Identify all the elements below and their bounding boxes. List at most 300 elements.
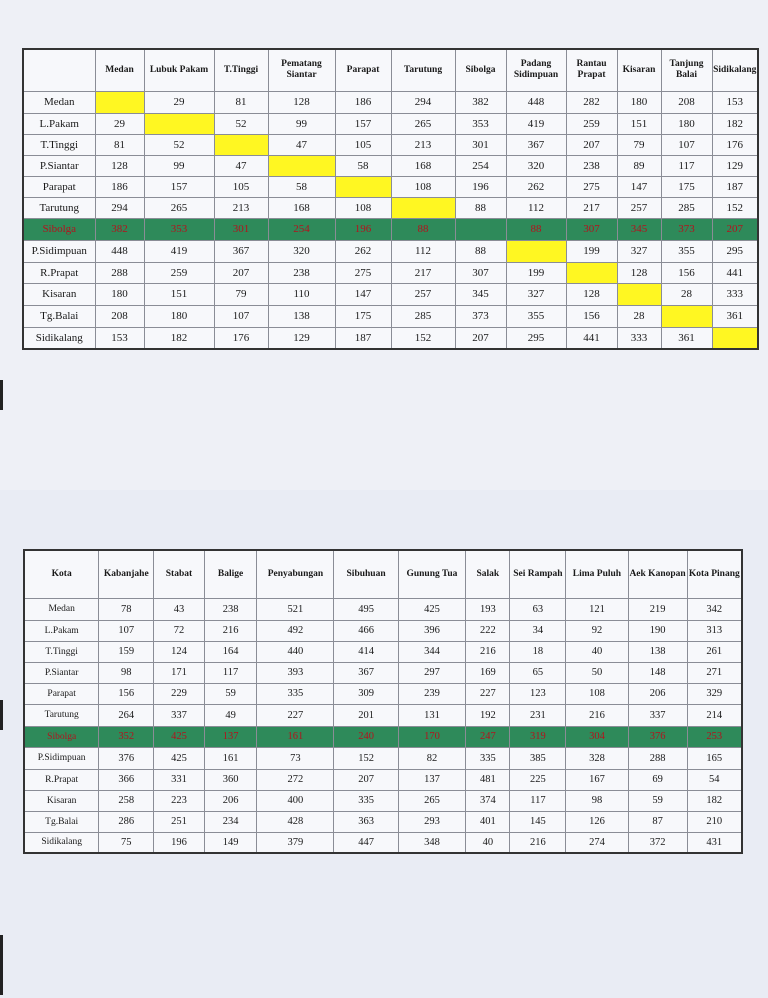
row-label: T.Tinggi (24, 641, 99, 662)
row-label: Sidikalang (23, 327, 95, 349)
value-cell: 265 (398, 790, 465, 811)
value-cell: 59 (628, 790, 687, 811)
table-row (23, 113, 758, 134)
diagonal-cell (144, 113, 214, 134)
value-cell: 152 (712, 197, 758, 218)
value-cell: 186 (95, 176, 144, 197)
value-cell: 335 (334, 790, 398, 811)
value-cell: 79 (617, 134, 661, 155)
column-header: T.Tinggi (214, 49, 268, 91)
value-cell: 257 (391, 283, 455, 305)
value-cell: 373 (455, 305, 506, 327)
value-cell: 239 (398, 683, 465, 704)
value-cell: 137 (398, 769, 465, 790)
value-cell: 328 (566, 747, 628, 769)
table-row (23, 197, 758, 218)
value-cell: 182 (687, 790, 742, 811)
value-cell: 73 (257, 747, 334, 769)
value-cell: 353 (144, 218, 214, 240)
row-label: Parapat (24, 683, 99, 704)
column-header: Kota (24, 550, 99, 598)
value-cell: 319 (510, 726, 566, 747)
value-cell: 229 (154, 683, 205, 704)
value-cell: 153 (712, 91, 758, 113)
value-cell: 265 (144, 197, 214, 218)
value-cell: 99 (268, 113, 335, 134)
table-row (24, 598, 742, 620)
value-cell: 208 (661, 91, 712, 113)
value-cell: 262 (506, 176, 566, 197)
value-cell: 301 (455, 134, 506, 155)
value-cell: 304 (566, 726, 628, 747)
value-cell: 344 (398, 641, 465, 662)
value-cell: 225 (510, 769, 566, 790)
column-header: Aek Kanopan (628, 550, 687, 598)
value-cell: 286 (99, 811, 154, 832)
table-row (24, 726, 742, 747)
table-row (24, 620, 742, 641)
value-cell: 149 (204, 832, 257, 853)
value-cell: 425 (154, 747, 205, 769)
value-cell: 145 (510, 811, 566, 832)
value-cell: 251 (154, 811, 205, 832)
value-cell: 231 (510, 704, 566, 726)
table-row (23, 283, 758, 305)
value-cell: 156 (99, 683, 154, 704)
value-cell: 105 (214, 176, 268, 197)
row-label: P.Siantar (23, 155, 95, 176)
value-cell: 29 (144, 91, 214, 113)
value-cell: 72 (154, 620, 205, 641)
value-cell: 108 (391, 176, 455, 197)
value-cell: 117 (661, 155, 712, 176)
column-header: Sibolga (455, 49, 506, 91)
table-row (24, 704, 742, 726)
value-cell: 81 (214, 91, 268, 113)
value-cell: 157 (335, 113, 391, 134)
value-cell: 288 (628, 747, 687, 769)
value-cell: 78 (99, 598, 154, 620)
column-header: Stabat (154, 550, 205, 598)
value-cell: 264 (99, 704, 154, 726)
row-label: P.Sidimpuan (23, 240, 95, 262)
table-row (24, 811, 742, 832)
value-cell: 88 (506, 218, 566, 240)
value-cell: 441 (712, 262, 758, 283)
value-cell: 129 (712, 155, 758, 176)
value-cell: 327 (617, 240, 661, 262)
value-cell: 374 (466, 790, 510, 811)
value-cell: 153 (95, 327, 144, 349)
value-cell: 176 (214, 327, 268, 349)
value-cell: 425 (154, 726, 205, 747)
value-cell: 98 (566, 790, 628, 811)
value-cell: 297 (398, 662, 465, 683)
column-header: Parapat (335, 49, 391, 91)
value-cell: 329 (687, 683, 742, 704)
value-cell: 379 (257, 832, 334, 853)
value-cell: 275 (335, 262, 391, 283)
column-header: Kabanjahe (99, 550, 154, 598)
table-row (23, 91, 758, 113)
diagonal-cell (712, 327, 758, 349)
value-cell: 175 (335, 305, 391, 327)
table-row (23, 134, 758, 155)
value-cell: 401 (466, 811, 510, 832)
value-cell: 227 (257, 704, 334, 726)
value-cell: 254 (455, 155, 506, 176)
column-header: Kota Pinang (687, 550, 742, 598)
value-cell: 214 (687, 704, 742, 726)
column-header: Pematang Siantar (268, 49, 335, 91)
row-label: R.Prapat (24, 769, 99, 790)
value-cell: 112 (506, 197, 566, 218)
value-cell: 182 (712, 113, 758, 134)
row-label: Kisaran (24, 790, 99, 811)
value-cell: 138 (268, 305, 335, 327)
row-label: Sibolga (23, 218, 95, 240)
value-cell: 400 (257, 790, 334, 811)
value-cell: 372 (628, 832, 687, 853)
value-cell: 222 (466, 620, 510, 641)
value-cell: 448 (95, 240, 144, 262)
column-header: Lima Puluh (566, 550, 628, 598)
row-label: Parapat (23, 176, 95, 197)
value-cell: 170 (398, 726, 465, 747)
row-label: Kisaran (23, 283, 95, 305)
value-cell: 253 (687, 726, 742, 747)
value-cell: 187 (335, 327, 391, 349)
value-cell: 147 (335, 283, 391, 305)
row-label: L.Pakam (24, 620, 99, 641)
value-cell: 385 (510, 747, 566, 769)
value-cell: 342 (687, 598, 742, 620)
value-cell: 234 (204, 811, 257, 832)
value-cell: 126 (566, 811, 628, 832)
value-cell: 337 (154, 704, 205, 726)
table-row (24, 683, 742, 704)
value-cell: 307 (455, 262, 506, 283)
value-cell: 335 (466, 747, 510, 769)
value-cell: 320 (506, 155, 566, 176)
value-cell: 348 (398, 832, 465, 853)
column-header: Medan (95, 49, 144, 91)
value-cell: 152 (334, 747, 398, 769)
row-label: Tarutung (24, 704, 99, 726)
value-cell: 65 (510, 662, 566, 683)
value-cell: 216 (566, 704, 628, 726)
value-cell: 373 (661, 218, 712, 240)
value-cell: 333 (617, 327, 661, 349)
diagonal-cell (95, 91, 144, 113)
value-cell: 419 (506, 113, 566, 134)
value-cell: 58 (335, 155, 391, 176)
value-cell: 262 (335, 240, 391, 262)
value-cell: 75 (99, 832, 154, 853)
value-cell: 313 (687, 620, 742, 641)
value-cell: 40 (466, 832, 510, 853)
value-cell: 265 (391, 113, 455, 134)
row-label: T.Tinggi (23, 134, 95, 155)
value-cell: 79 (214, 283, 268, 305)
value-cell: 34 (510, 620, 566, 641)
table-row (23, 305, 758, 327)
value-cell: 271 (687, 662, 742, 683)
value-cell: 147 (617, 176, 661, 197)
table-row (23, 262, 758, 283)
value-cell: 175 (661, 176, 712, 197)
value-cell: 360 (204, 769, 257, 790)
value-cell: 169 (466, 662, 510, 683)
table-row (23, 218, 758, 240)
value-cell: 29 (95, 113, 144, 134)
value-cell: 257 (617, 197, 661, 218)
value-cell: 123 (510, 683, 566, 704)
value-cell: 199 (566, 240, 617, 262)
value-cell: 159 (99, 641, 154, 662)
row-label: Sidikalang (24, 832, 99, 853)
row-label: Tarutung (23, 197, 95, 218)
scan-edge (0, 380, 3, 410)
header-row (23, 49, 758, 91)
table-row (24, 662, 742, 683)
value-cell: 49 (204, 704, 257, 726)
value-cell: 207 (334, 769, 398, 790)
value-cell: 69 (628, 769, 687, 790)
column-header: Kisaran (617, 49, 661, 91)
value-cell: 327 (506, 283, 566, 305)
row-label: Tg.Balai (23, 305, 95, 327)
scan-edge (0, 700, 3, 730)
value-cell: 466 (334, 620, 398, 641)
column-header: Sibuhuan (334, 550, 398, 598)
value-cell: 156 (566, 305, 617, 327)
value-cell: 355 (661, 240, 712, 262)
value-cell: 206 (204, 790, 257, 811)
value-cell: 186 (335, 91, 391, 113)
value-cell: 99 (144, 155, 214, 176)
row-label: Sibolga (24, 726, 99, 747)
value-cell: 58 (268, 176, 335, 197)
value-cell: 259 (566, 113, 617, 134)
row-label: Medan (23, 91, 95, 113)
value-cell: 89 (617, 155, 661, 176)
row-label: P.Siantar (24, 662, 99, 683)
value-cell: 128 (268, 91, 335, 113)
value-cell: 261 (687, 641, 742, 662)
value-cell: 88 (455, 197, 506, 218)
column-header (23, 49, 95, 91)
distance-table-1 (22, 48, 759, 350)
value-cell: 148 (628, 662, 687, 683)
diagonal-cell (268, 155, 335, 176)
diagonal-cell (506, 240, 566, 262)
value-cell: 223 (154, 790, 205, 811)
value-cell: 521 (257, 598, 334, 620)
value-cell: 182 (144, 327, 214, 349)
column-header: Tarutung (391, 49, 455, 91)
column-header: Gunung Tua (398, 550, 465, 598)
value-cell: 293 (398, 811, 465, 832)
value-cell: 227 (466, 683, 510, 704)
value-cell: 440 (257, 641, 334, 662)
value-cell: 213 (214, 197, 268, 218)
value-cell: 428 (257, 811, 334, 832)
value-cell: 151 (144, 283, 214, 305)
value-cell: 210 (687, 811, 742, 832)
value-cell: 259 (144, 262, 214, 283)
row-label: P.Sidimpuan (24, 747, 99, 769)
value-cell: 40 (566, 641, 628, 662)
column-header: Lubuk Pakam (144, 49, 214, 91)
value-cell: 207 (712, 218, 758, 240)
value-cell: 335 (257, 683, 334, 704)
value-cell: 274 (566, 832, 628, 853)
value-cell: 254 (268, 218, 335, 240)
value-cell: 54 (687, 769, 742, 790)
value-cell: 207 (566, 134, 617, 155)
value-cell: 352 (99, 726, 154, 747)
value-cell: 151 (617, 113, 661, 134)
diagonal-cell (214, 134, 268, 155)
value-cell: 128 (95, 155, 144, 176)
diagonal-cell (455, 218, 506, 240)
value-cell: 199 (506, 262, 566, 283)
value-cell: 161 (257, 726, 334, 747)
value-cell: 367 (506, 134, 566, 155)
value-cell: 168 (268, 197, 335, 218)
value-cell: 92 (566, 620, 628, 641)
table-row (23, 155, 758, 176)
value-cell: 258 (99, 790, 154, 811)
value-cell: 294 (391, 91, 455, 113)
value-cell: 481 (466, 769, 510, 790)
table-row (24, 641, 742, 662)
value-cell: 50 (566, 662, 628, 683)
column-header: Penyabungan (257, 550, 334, 598)
value-cell: 219 (628, 598, 687, 620)
column-header: Padang Sidimpuan (506, 49, 566, 91)
value-cell: 47 (214, 155, 268, 176)
table-row (23, 176, 758, 197)
value-cell: 157 (144, 176, 214, 197)
value-cell: 425 (398, 598, 465, 620)
value-cell: 288 (95, 262, 144, 283)
value-cell: 176 (712, 134, 758, 155)
value-cell: 448 (506, 91, 566, 113)
value-cell: 207 (455, 327, 506, 349)
value-cell: 193 (466, 598, 510, 620)
value-cell: 492 (257, 620, 334, 641)
value-cell: 207 (214, 262, 268, 283)
value-cell: 81 (95, 134, 144, 155)
value-cell: 161 (204, 747, 257, 769)
value-cell: 366 (99, 769, 154, 790)
value-cell: 108 (566, 683, 628, 704)
value-cell: 361 (712, 305, 758, 327)
row-label: Medan (24, 598, 99, 620)
value-cell: 43 (154, 598, 205, 620)
value-cell: 238 (566, 155, 617, 176)
value-cell: 156 (661, 262, 712, 283)
value-cell: 196 (154, 832, 205, 853)
value-cell: 431 (687, 832, 742, 853)
value-cell: 419 (144, 240, 214, 262)
value-cell: 63 (510, 598, 566, 620)
value-cell: 52 (214, 113, 268, 134)
diagonal-cell (617, 283, 661, 305)
row-label: R.Prapat (23, 262, 95, 283)
value-cell: 124 (154, 641, 205, 662)
diagonal-cell (391, 197, 455, 218)
value-cell: 213 (391, 134, 455, 155)
value-cell: 164 (204, 641, 257, 662)
value-cell: 47 (268, 134, 335, 155)
value-cell: 367 (334, 662, 398, 683)
column-header: Sidikalang (712, 49, 758, 91)
value-cell: 180 (617, 91, 661, 113)
value-cell: 282 (566, 91, 617, 113)
value-cell: 167 (566, 769, 628, 790)
value-cell: 295 (712, 240, 758, 262)
value-cell: 333 (712, 283, 758, 305)
value-cell: 201 (334, 704, 398, 726)
table-row (24, 790, 742, 811)
value-cell: 180 (144, 305, 214, 327)
table-row (23, 327, 758, 349)
value-cell: 192 (466, 704, 510, 726)
scan-edge (0, 935, 3, 995)
value-cell: 272 (257, 769, 334, 790)
value-cell: 355 (506, 305, 566, 327)
value-cell: 128 (566, 283, 617, 305)
value-cell: 441 (566, 327, 617, 349)
value-cell: 320 (268, 240, 335, 262)
value-cell: 238 (268, 262, 335, 283)
table-row (24, 832, 742, 853)
value-cell: 117 (510, 790, 566, 811)
diagonal-cell (566, 262, 617, 283)
value-cell: 196 (335, 218, 391, 240)
column-header: Sei Rampah (510, 550, 566, 598)
value-cell: 393 (257, 662, 334, 683)
value-cell: 59 (204, 683, 257, 704)
value-cell: 345 (455, 283, 506, 305)
value-cell: 217 (566, 197, 617, 218)
value-cell: 98 (99, 662, 154, 683)
table-row (23, 240, 758, 262)
value-cell: 208 (95, 305, 144, 327)
value-cell: 138 (628, 641, 687, 662)
value-cell: 216 (204, 620, 257, 641)
value-cell: 295 (506, 327, 566, 349)
value-cell: 117 (204, 662, 257, 683)
value-cell: 275 (566, 176, 617, 197)
distance-table-2 (23, 549, 743, 854)
value-cell: 294 (95, 197, 144, 218)
value-cell: 247 (466, 726, 510, 747)
value-cell: 128 (617, 262, 661, 283)
value-cell: 285 (661, 197, 712, 218)
value-cell: 216 (466, 641, 510, 662)
diagonal-cell (661, 305, 712, 327)
value-cell: 107 (661, 134, 712, 155)
value-cell: 131 (398, 704, 465, 726)
value-cell: 171 (154, 662, 205, 683)
value-cell: 137 (204, 726, 257, 747)
value-cell: 238 (204, 598, 257, 620)
table-row (24, 769, 742, 790)
